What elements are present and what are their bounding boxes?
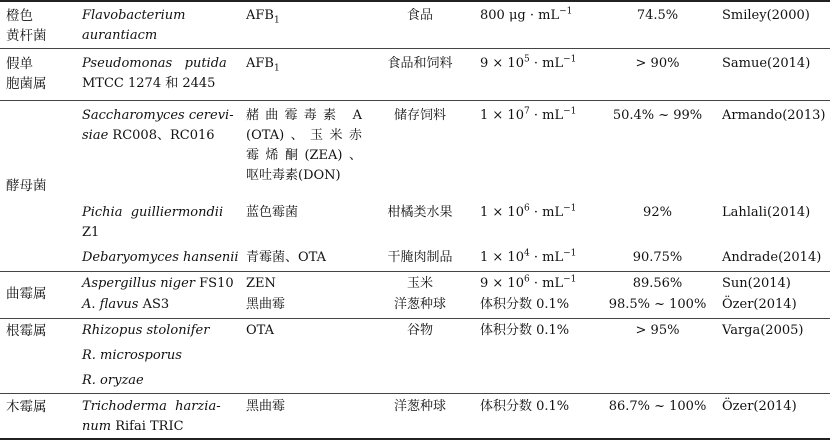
matrix-cell bbox=[370, 321, 470, 341]
strain-cell bbox=[82, 248, 239, 268]
concentration-text: 800 μg · mL bbox=[480, 8, 560, 23]
reference-text: Lahlali(2014) bbox=[722, 205, 811, 220]
rate-text: 50.4% ~ 99% bbox=[612, 108, 703, 123]
strain-italic: Pichia guilliermondii bbox=[82, 205, 224, 220]
concentration-superscript: −1 bbox=[563, 106, 577, 117]
genus-cell bbox=[6, 397, 47, 417]
reference-cell bbox=[722, 321, 803, 341]
reference-cell bbox=[722, 397, 797, 417]
toxin-cell bbox=[246, 6, 280, 26]
rate-text: 92% bbox=[643, 205, 672, 220]
matrix-cell bbox=[370, 397, 470, 417]
strain-cell bbox=[82, 397, 235, 437]
matrix-cell bbox=[370, 54, 470, 74]
strain-plain: RC008、RC016 bbox=[108, 128, 215, 143]
reference-cell bbox=[722, 106, 825, 126]
rate-text: 89.56% bbox=[632, 276, 683, 291]
toxin-cell bbox=[246, 106, 362, 186]
reference-cell bbox=[722, 274, 791, 294]
concentration-exponent: 4 bbox=[523, 248, 530, 259]
matrix-text: 洋葱种球 bbox=[393, 297, 446, 312]
concentration-unit: · mL bbox=[529, 250, 564, 265]
concentration-cell bbox=[480, 295, 569, 315]
concentration-cell bbox=[480, 6, 572, 26]
strain-cell bbox=[82, 274, 234, 294]
concentration-superscript: −1 bbox=[563, 54, 577, 65]
toxin-cell bbox=[246, 397, 285, 417]
concentration-superscript: −1 bbox=[563, 203, 577, 214]
strain-cell bbox=[82, 106, 234, 146]
strain-cell bbox=[82, 203, 235, 243]
toxin-cell bbox=[246, 248, 326, 268]
toxin-text: AFB bbox=[246, 56, 274, 71]
toxin-text: 黑曲霉 bbox=[246, 399, 286, 414]
rate-text: 86.7% ~ 100% bbox=[608, 399, 707, 414]
toxin-line: 霉烯酮(ZEA)、 bbox=[246, 148, 362, 163]
matrix-text: 玉米 bbox=[406, 276, 433, 291]
strain-cell bbox=[82, 321, 209, 391]
rate-text: > 95% bbox=[635, 323, 680, 338]
rate-cell bbox=[600, 106, 715, 126]
reference-text: Samue(2014) bbox=[722, 56, 811, 71]
rate-cell bbox=[600, 397, 715, 417]
rate-cell bbox=[600, 321, 715, 341]
strain-plain: Rifai TRIC bbox=[111, 419, 184, 434]
matrix-cell bbox=[370, 203, 470, 223]
toxin-subscript: 1 bbox=[273, 63, 280, 74]
genus-cell bbox=[6, 6, 47, 46]
strain-italic: Debaryomyces hansenii bbox=[82, 250, 239, 265]
reference-text: Smiley(2000) bbox=[722, 8, 810, 23]
concentration-superscript: −1 bbox=[563, 248, 577, 259]
matrix-text: 干腌肉制品 bbox=[387, 250, 453, 265]
strain-italic: aurantiacm bbox=[82, 28, 158, 43]
concentration-text: 1 × 10 bbox=[480, 108, 524, 123]
genus-line: 黄杆菌 bbox=[6, 28, 47, 44]
rate-text: 98.5% ~ 100% bbox=[608, 297, 707, 312]
genus-line: 橙色 bbox=[6, 8, 33, 24]
strain-italic: siae bbox=[82, 128, 109, 143]
strain-plain: Z1 bbox=[82, 225, 100, 240]
strain-italic: Rhizopus stolonifer bbox=[82, 323, 210, 338]
toxin-cell bbox=[246, 321, 274, 341]
matrix-text: 食品和饲料 bbox=[387, 56, 453, 71]
toxin-cell bbox=[246, 203, 298, 223]
genus-line: 胞菌属 bbox=[6, 76, 47, 92]
matrix-cell bbox=[370, 274, 470, 294]
concentration-text: 体积分数 0.1% bbox=[480, 323, 570, 338]
reference-cell bbox=[722, 295, 797, 315]
row-divider bbox=[0, 48, 830, 49]
strain-italic: Pseudomonas putida bbox=[82, 56, 227, 71]
strain-italic: Aspergillus niger bbox=[82, 276, 196, 291]
row-divider bbox=[0, 318, 830, 319]
toxin-line: (OTA)、玉米赤 bbox=[246, 128, 362, 143]
reference-text: Özer(2014) bbox=[722, 399, 797, 414]
concentration-cell bbox=[480, 274, 576, 294]
genus-cell bbox=[6, 284, 47, 304]
bottom-rule bbox=[0, 438, 830, 440]
strain-italic: num bbox=[82, 419, 112, 434]
concentration-text: 1 × 10 bbox=[480, 250, 524, 265]
matrix-cell bbox=[370, 295, 470, 315]
matrix-text: 洋葱种球 bbox=[393, 399, 446, 414]
concentration-exponent: 7 bbox=[523, 106, 530, 117]
concentration-text: 9 × 10 bbox=[480, 56, 524, 71]
matrix-text: 储存饲料 bbox=[393, 108, 446, 123]
strain-plain: MTCC 1274 和 2445 bbox=[82, 76, 216, 91]
concentration-superscript: −1 bbox=[559, 6, 573, 17]
matrix-cell bbox=[370, 248, 470, 268]
rate-cell bbox=[600, 274, 715, 294]
strain-italic: Saccharomyces cerevi- bbox=[82, 108, 234, 123]
matrix-cell bbox=[370, 6, 470, 26]
matrix-text: 食品 bbox=[406, 8, 433, 23]
toxin-text: 青霉菌、OTA bbox=[246, 250, 327, 265]
concentration-unit: · mL bbox=[529, 276, 564, 291]
concentration-superscript: −1 bbox=[563, 274, 577, 285]
genus-line: 木霉属 bbox=[6, 399, 47, 415]
concentration-cell bbox=[480, 54, 576, 74]
toxin-line: 赭曲霉毒素 A bbox=[246, 108, 362, 123]
concentration-exponent: 6 bbox=[523, 274, 530, 285]
toxin-cell bbox=[246, 54, 280, 74]
genus-line: 酵母菌 bbox=[6, 178, 47, 194]
rate-cell bbox=[600, 248, 715, 268]
reference-cell bbox=[722, 6, 810, 26]
genus-line: 假单 bbox=[6, 56, 33, 72]
concentration-unit: · mL bbox=[529, 108, 564, 123]
strain-cell bbox=[82, 295, 169, 315]
genus-line: 曲霉属 bbox=[6, 286, 47, 302]
strain-italic: Flavobacterium bbox=[82, 8, 186, 23]
reference-cell bbox=[722, 248, 821, 268]
toxin-line: 呕吐毒素(DON) bbox=[246, 168, 341, 183]
reference-cell bbox=[722, 203, 810, 223]
toxin-text: ZEN bbox=[246, 276, 276, 291]
row-divider bbox=[0, 271, 830, 272]
concentration-unit: · mL bbox=[529, 56, 564, 71]
reference-text: Sun(2014) bbox=[722, 276, 791, 291]
matrix-text: 柑橘类水果 bbox=[387, 205, 453, 220]
rate-cell bbox=[600, 295, 715, 315]
reference-text: Varga(2005) bbox=[722, 323, 804, 338]
genus-cell bbox=[6, 321, 47, 341]
row-divider bbox=[0, 393, 830, 394]
concentration-cell bbox=[480, 321, 569, 341]
genus-cell bbox=[6, 54, 47, 94]
toxin-cell bbox=[246, 295, 285, 315]
concentration-unit: · mL bbox=[529, 205, 564, 220]
toxin-cell bbox=[246, 274, 276, 294]
rate-text: 74.5% bbox=[636, 8, 679, 23]
toxin-text: AFB bbox=[246, 8, 274, 23]
rate-text: > 90% bbox=[635, 56, 680, 71]
concentration-exponent: 6 bbox=[523, 203, 530, 214]
concentration-exponent: 5 bbox=[523, 54, 530, 65]
reference-cell bbox=[722, 54, 810, 74]
rate-cell bbox=[600, 6, 715, 26]
concentration-cell bbox=[480, 248, 576, 268]
row-divider bbox=[0, 100, 830, 101]
strain-italic: Trichoderma harzia- bbox=[82, 399, 221, 414]
rate-text: 90.75% bbox=[632, 250, 683, 265]
rate-cell bbox=[600, 203, 715, 223]
top-rule bbox=[0, 0, 830, 2]
strain-cell bbox=[82, 6, 185, 46]
toxin-text: 黑曲霉 bbox=[246, 297, 286, 312]
concentration-text: 9 × 10 bbox=[480, 276, 524, 291]
toxin-subscript: 1 bbox=[273, 15, 280, 26]
matrix-text: 谷物 bbox=[406, 323, 433, 338]
strain-plain: FS10 bbox=[195, 276, 234, 291]
genus-cell bbox=[6, 176, 47, 196]
strain-italic: A. flavus bbox=[82, 297, 139, 312]
strain-italic: R. oryzae bbox=[82, 373, 144, 388]
strain-italic: R. microsporus bbox=[82, 348, 182, 363]
concentration-text: 1 × 10 bbox=[480, 205, 524, 220]
toxin-text: 蓝色霉菌 bbox=[246, 205, 299, 220]
reference-text: Armando(2013) bbox=[722, 108, 826, 123]
genus-line: 根霉属 bbox=[6, 323, 47, 339]
reference-text: Andrade(2014) bbox=[722, 250, 822, 265]
rate-cell bbox=[600, 54, 715, 74]
reference-text: Özer(2014) bbox=[722, 297, 797, 312]
concentration-cell bbox=[480, 203, 576, 223]
strain-plain: AS3 bbox=[138, 297, 170, 312]
concentration-cell bbox=[480, 397, 569, 417]
concentration-cell bbox=[480, 106, 576, 126]
toxin-text: OTA bbox=[246, 323, 275, 338]
strain-cell bbox=[82, 54, 235, 94]
concentration-text: 体积分数 0.1% bbox=[480, 399, 570, 414]
matrix-cell bbox=[370, 106, 470, 126]
concentration-text: 体积分数 0.1% bbox=[480, 297, 570, 312]
